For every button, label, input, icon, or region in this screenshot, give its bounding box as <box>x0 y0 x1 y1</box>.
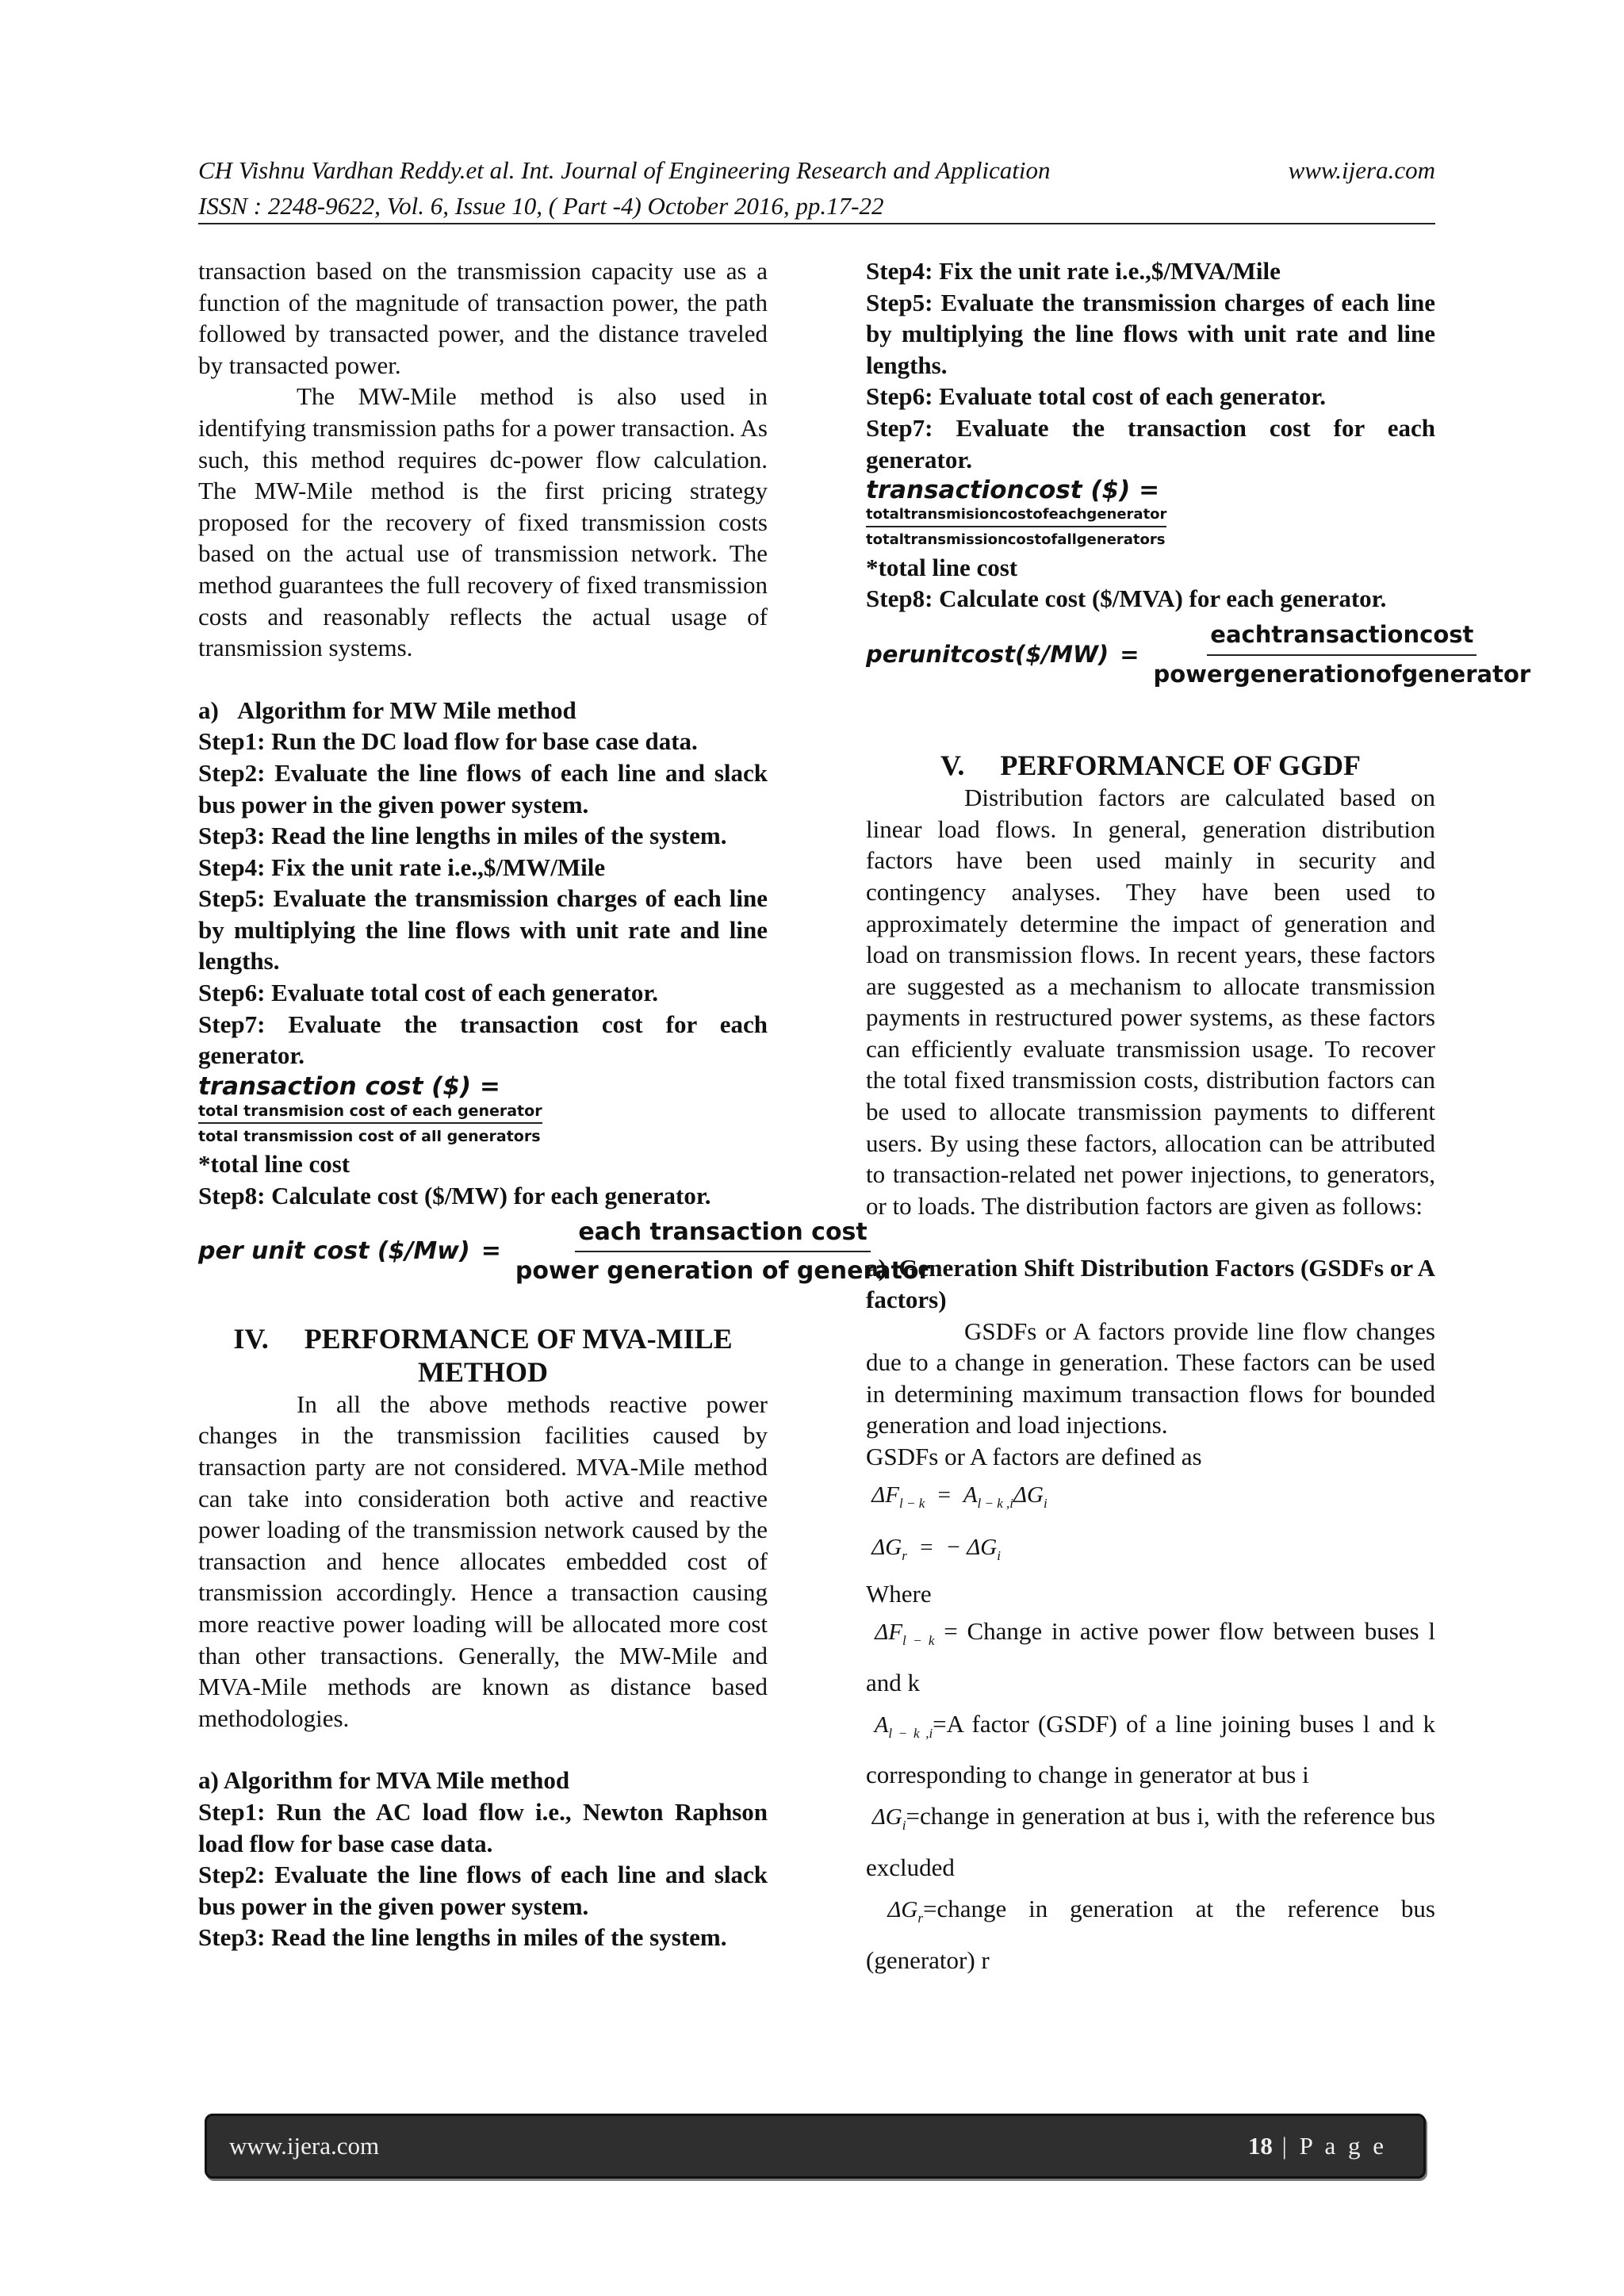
definition-text: =change in generation at bus i, with the reference bus excluded <box>866 1802 1435 1882</box>
algorithm-step: Step8: Calculate cost ($/MW) for each generator. <box>198 1182 711 1210</box>
algorithm-step: Step1: Run the DC load flow for base case data. <box>198 727 698 756</box>
paragraph: In all the above methods reactive power changes in the transmission facilities caused by transaction party are not considered. MVA-Mile method can take into consideration both active and reactive power loading of the transmission network caused by the transaction and hence allocates embedded cost of transmission accordingly. Hence a transaction causing more reactive power loading will be allocated more cost than other transactions. Generally, the MW-Mile and MVA-Mile methods are known as distance based methodologies. <box>198 1389 768 1732</box>
paragraph: transaction based on the transmission capacity use as a function of the magnitude of transaction power, the path followed by transacted power, and the distance traveled by transacted power. <box>198 257 768 379</box>
algorithm-step: Step6: Evaluate total cost of each generator. <box>866 382 1326 411</box>
page-number <box>1248 2132 1387 2160</box>
paragraph: GSDFs or A factors provide line flow changes due to a change in generation. These factors can be used in determining maximum transaction flows for bounded generation and load injections. <box>866 1317 1435 1439</box>
footer-website[interactable]: www.ijera.com <box>229 2132 380 2160</box>
section-heading: IV. PERFORMANCE OF MVA-MILE METHOD <box>233 1322 733 1388</box>
paragraph: Where <box>866 1580 932 1608</box>
issn-line: ISSN : 2248-9622, Vol. 6, Issue 10, ( Part -4) October 2016, pp.17-22 <box>198 192 884 220</box>
formula-denominator: powergenerationofgenerator <box>1153 660 1531 688</box>
formula-numerator: total transmision cost of each generator <box>198 1102 542 1124</box>
definition: $A_{l - k ,i}=A$ factor (GSDF) of a line joining buses l and k corresponding to change in generator at bus i <box>866 1709 1435 1789</box>
section-heading: V. PERFORMANCE OF GGDF <box>940 749 1361 782</box>
transaction-cost-formula <box>866 475 1435 552</box>
right-column <box>866 255 1531 1980</box>
equation-reference-gen: $\Delta G_r$ = − $\Delta G_i$ <box>866 1535 1001 1564</box>
formula-numerator: totaltransmisioncostofeachgenerator <box>866 505 1166 527</box>
algorithm-step: Step8: Calculate cost ($/MVA) for each generator. <box>866 585 1387 613</box>
definition-text: =A factor (GSDF) of a line joining buses l and k corresponding to change in generator at bus i <box>866 1709 1435 1789</box>
algorithm-step: Step7: Evaluate the transaction cost for each generator. <box>198 1010 768 1070</box>
running-header <box>198 152 1435 224</box>
algorithm-step: Step1: Run the AC load flow i.e., Newton Raphson load flow for base case data. <box>198 1797 768 1857</box>
algorithm-step: Step6: Evaluate total cost of each generator. <box>198 979 658 1007</box>
formula-fraction <box>866 505 1166 550</box>
page-number-value: 18 <box>1247 2132 1273 2160</box>
equation-gsdf: $\Delta F_{l - k} = A_{l - k ,i}\Delta G_i$ <box>866 1481 1048 1511</box>
formula-numerator: eachtransactioncost <box>1207 619 1477 656</box>
per-unit-cost-formula: per unit cost ($/Mw) = each transaction cost power generation of generator <box>198 1217 912 1287</box>
formula-lhs: transactioncost ($) = <box>866 476 1160 505</box>
definition: $\Delta G_i=change$ in generation at bus i, with the reference bus excluded <box>866 1802 1435 1882</box>
definition-text: =change in generation at the reference bus (generator) r <box>866 1895 1435 1974</box>
paragraph: The MW-Mile method is also used in identifying transmission paths for a power transaction. As such, this method requires dc-power flow calculation. The MW-Mile method is the first pricing strategy proposed for the recovery of fixed transmission costs based on the actual use of transmission network. The method guarantees the full recovery of fixed transmission costs and reasonably reflects the actual usage of transmission systems. <box>198 382 768 662</box>
transaction-cost-formula <box>198 1071 768 1149</box>
algorithm-step: Step5: Evaluate the transmission charges of each line by multiplying the line flows with unit rate and line lengths. <box>866 288 1435 379</box>
definition: $\Delta F_{l - k}$ = Change in active power flow between buses l and k <box>866 1616 1435 1696</box>
algorithm-step: Step7: Evaluate the transaction cost for each generator. <box>866 413 1435 473</box>
formula-denominator: total transmission cost of all generators <box>198 1127 541 1145</box>
formula-numerator: each transaction cost <box>575 1217 870 1253</box>
formula-fraction <box>1151 619 1534 690</box>
formula-note: *total line cost <box>198 1150 350 1179</box>
formula-lhs: per unit cost ($/Mw) <box>198 1237 470 1266</box>
journal-citation: CH Vishnu Vardhan Reddy.et al. Int. Journal of Engineering Research and Application <box>198 156 1051 184</box>
definition: $\Delta G_r=change$ in generation at the reference bus (generator) r <box>866 1895 1435 1974</box>
algorithm-heading: a) Algorithm for MVA Mile method <box>198 1766 570 1795</box>
algorithm-heading: a) Algorithm for MW Mile method <box>198 696 576 724</box>
formula-denominator: totaltransmissioncostofallgenerators <box>866 531 1166 549</box>
definition-text: = Change in active power flow between buses l and k <box>866 1616 1435 1696</box>
page-footer <box>205 2114 1426 2179</box>
algorithm-step: Step2: Evaluate the line flows of each line and slack bus power in the given power system. <box>198 1861 768 1920</box>
formula-lhs: perunitcost($/MW) <box>866 640 1109 668</box>
algorithm-step: Step3: Read the line lengths in miles of the system. <box>198 1923 727 1952</box>
algorithm-step: Step2: Evaluate the line flows of each line and slack bus power in the given power system. <box>198 758 768 818</box>
formula-fraction <box>198 1102 542 1146</box>
algorithm-step: Step5: Evaluate the transmission charges of each line by multiplying the line flows with unit rate and line lengths. <box>198 884 768 976</box>
paragraph: Distribution factors are calculated based on linear load flows. In general, generation distribution factors have been used mainly in security and contingency analyses. They have been used to approximately determine the impact of generation and load on transmission flows. In recent years, these factors are suggested as a mechanism to allocate transmission payments in restructured power systems, as these factors can efficiently evaluate transmission usage. To recover the total fixed transmission costs, distribution factors can be used to allocate transmission payments to different users. By using these factors, allocation can be attributed to transaction-related net power injections, to generators, or to loads. The distribution factors are given as follows: <box>866 784 1435 1220</box>
per-unit-cost-formula: perunitcost($/MW) = eachtransactioncost powergenerationofgenerator <box>866 619 1548 690</box>
page-label: | P a g e <box>1272 2132 1387 2160</box>
formula-denominator: power generation of generator <box>515 1257 931 1286</box>
algorithm-step: Step4: Fix the unit rate i.e.,$/MW/Mile <box>198 853 606 881</box>
paragraph: GSDFs or A factors are defined as <box>866 1443 1202 1470</box>
journal-website[interactable]: www.ijera.com <box>1288 156 1435 184</box>
subsection-heading: a) Generation Shift Distribution Factors (GSDFs or A factors) <box>866 1254 1435 1314</box>
algorithm-step: Step3: Read the line lengths in miles of the system. <box>198 822 727 850</box>
formula-lhs: transaction cost ($) = <box>198 1071 500 1101</box>
header-rule <box>198 223 1435 224</box>
formula-note: *total line cost <box>866 553 1018 581</box>
algorithm-step: Step4: Fix the unit rate i.e.,$/MVA/Mile <box>866 257 1281 285</box>
